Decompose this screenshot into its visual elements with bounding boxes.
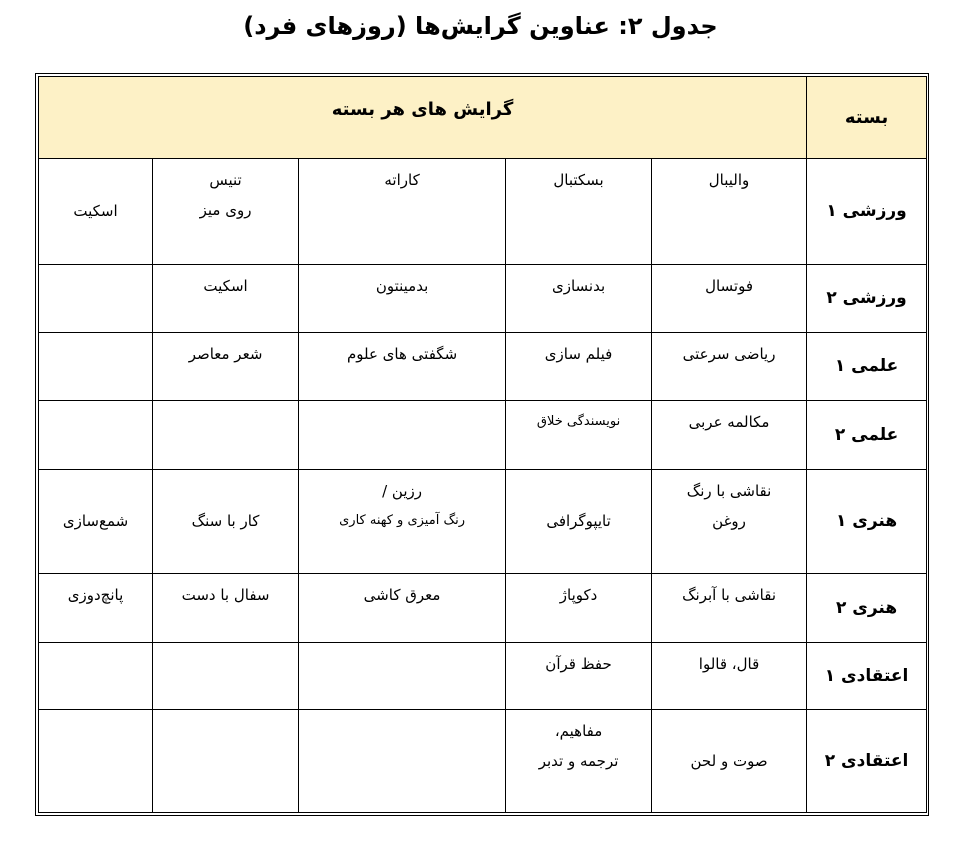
cell-line: شمع‌سازی	[62, 512, 129, 531]
table-header-row	[39, 77, 927, 159]
group-cell	[153, 401, 299, 470]
package-cell: اعتقادی ۲	[807, 710, 927, 813]
group-cell	[39, 264, 153, 332]
package-cell: اعتقادی ۱	[807, 642, 927, 710]
group-cell	[39, 573, 153, 642]
cell-line: رنگ آمیزی و کهنه کاری	[339, 513, 465, 529]
cell-line: تایپوگرافی	[546, 512, 611, 531]
table-frame	[35, 73, 929, 816]
group-cell	[153, 573, 299, 642]
cell-line: سفال با دست	[181, 585, 270, 604]
group-cell	[39, 642, 153, 710]
cell-line: بسکتبال	[553, 171, 604, 190]
group-cell	[506, 159, 652, 265]
group-cell	[506, 401, 652, 470]
group-cell	[652, 710, 807, 813]
cell-line: کار با سنگ	[191, 512, 260, 531]
group-cell	[299, 642, 506, 710]
cell-line: معرق کاشی	[363, 585, 441, 604]
cell-line: حفظ قرآن	[545, 654, 612, 673]
cell-line: نویسندگی خلاق	[536, 414, 621, 430]
cell-line: روغن	[712, 512, 746, 531]
group-cell	[153, 710, 299, 813]
cell-line: فیلم سازی	[544, 344, 613, 363]
cell-line: بدمینتون	[375, 276, 429, 295]
cell-line: شگفتی های علوم	[346, 344, 458, 363]
cell-line: مفاهیم،	[554, 722, 603, 741]
cell-line: مکالمه عربی	[688, 413, 770, 432]
table-row	[39, 710, 927, 813]
package-cell: علمی ۱	[807, 332, 927, 401]
package-cell: علمی ۲	[807, 401, 927, 470]
package-cell: هنری ۲	[807, 573, 927, 642]
group-cell	[153, 264, 299, 332]
cell-line: فوتسال	[705, 276, 754, 295]
cell-line: اسکیت	[203, 276, 248, 295]
group-cell	[652, 159, 807, 265]
group-cell	[39, 332, 153, 401]
table-row	[39, 159, 927, 265]
table-row	[39, 470, 927, 574]
cell-line: نقاشی با رنگ	[686, 482, 772, 501]
group-cell	[39, 470, 153, 574]
group-cell	[506, 642, 652, 710]
package-cell: ورزشی ۲	[807, 264, 927, 332]
package-cell: ورزشی ۱	[807, 159, 927, 265]
group-cell	[299, 470, 506, 574]
group-cell	[153, 470, 299, 574]
table-row	[39, 642, 927, 710]
group-cell	[652, 470, 807, 574]
cell-line: ریاضی سرعتی	[682, 344, 776, 363]
table-row	[39, 401, 927, 470]
group-cell	[652, 264, 807, 332]
table-row	[39, 573, 927, 642]
package-cell: هنری ۱	[807, 470, 927, 574]
cell-line: شعر معاصر	[188, 344, 263, 363]
header-groups: گرایش های هر بسته	[39, 77, 807, 159]
cell-line: رزین /	[382, 482, 422, 501]
group-cell	[299, 710, 506, 813]
group-cell	[652, 401, 807, 470]
group-cell	[506, 573, 652, 642]
group-cell	[153, 159, 299, 265]
table-row	[39, 332, 927, 401]
cell-line: قال، قالوا	[698, 654, 760, 673]
cell-line: نقاشی با آبرنگ	[682, 585, 776, 604]
cell-line: روی میز	[199, 201, 252, 220]
cell-line: تنیس	[209, 171, 242, 190]
group-cell	[652, 642, 807, 710]
groups-table	[38, 76, 927, 813]
cell-line: ترجمه و تدبر	[538, 752, 619, 771]
group-cell	[153, 332, 299, 401]
group-cell	[299, 332, 506, 401]
group-cell	[299, 159, 506, 265]
cell-line: صوت و لحن	[690, 752, 768, 771]
group-cell	[299, 401, 506, 470]
cell-line: دکوپاژ	[559, 585, 598, 604]
table-row	[39, 264, 927, 332]
cell-line: کاراته	[384, 171, 420, 190]
header-package: بسته	[807, 77, 927, 159]
group-cell	[652, 332, 807, 401]
group-cell	[506, 470, 652, 574]
group-cell	[39, 401, 153, 470]
cell-line: بدنسازی	[551, 276, 606, 295]
group-cell	[506, 710, 652, 813]
cell-line: اسکیت	[73, 202, 118, 221]
group-cell	[299, 573, 506, 642]
page-title: جدول ۲: عناوین گرایش‌ها (روزهای فرد)	[243, 12, 718, 40]
group-cell	[39, 159, 153, 265]
group-cell	[506, 264, 652, 332]
group-cell	[153, 642, 299, 710]
group-cell	[299, 264, 506, 332]
group-cell	[506, 332, 652, 401]
cell-line: والیبال	[708, 171, 750, 190]
cell-line: پانچ‌دوزی	[67, 585, 124, 604]
group-cell	[652, 573, 807, 642]
group-cell	[39, 710, 153, 813]
